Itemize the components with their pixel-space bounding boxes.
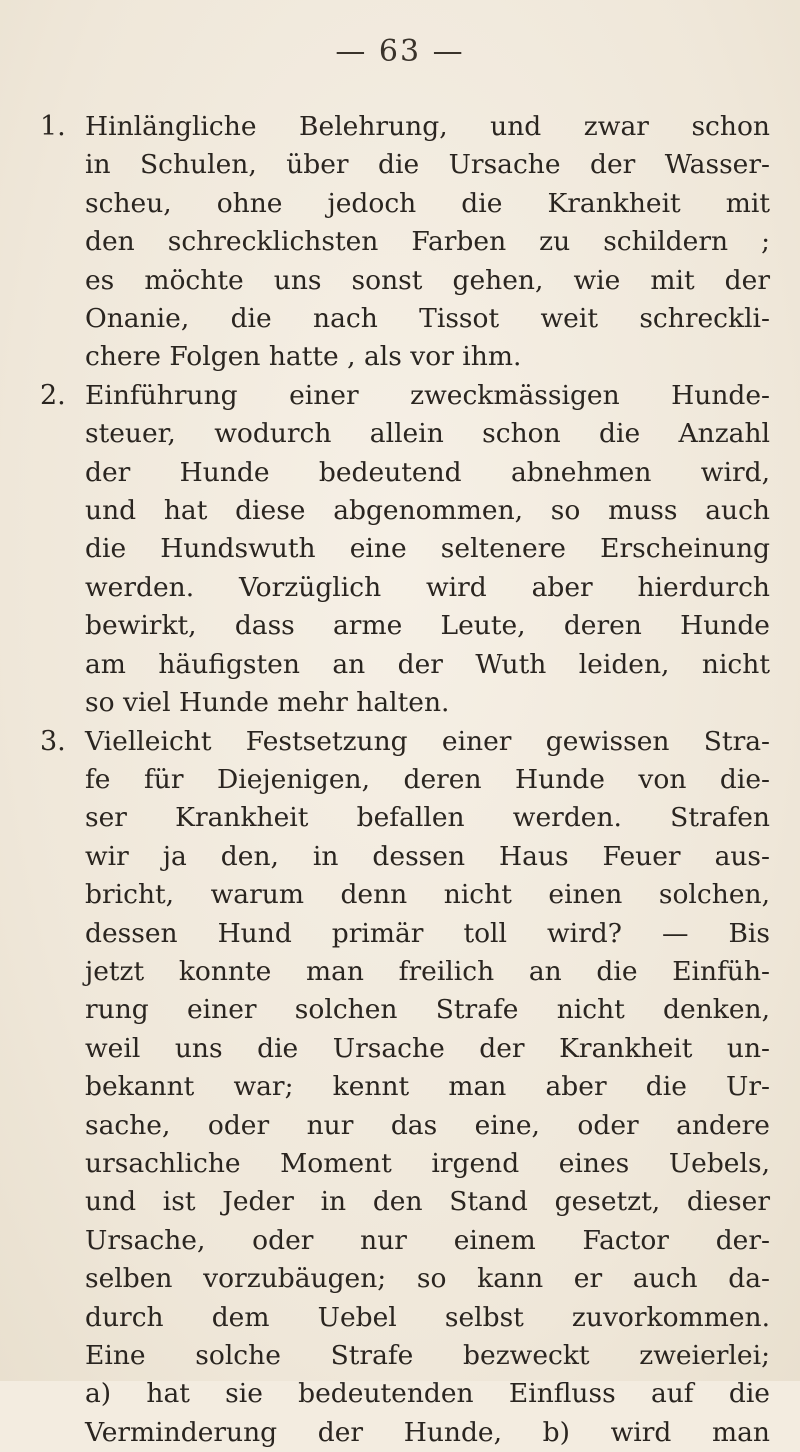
text-line: bekannt war; kennt man aber die Ur- [85, 1068, 770, 1106]
text-line: Verminderung der Hunde, b) wird man [85, 1414, 770, 1452]
numbered-list [40, 108, 770, 1452]
text-line: die Hundswuth eine seltenere Erscheinung [85, 530, 770, 568]
text-line: Vielleicht Festsetzung einer gewissen Stra- [85, 723, 770, 761]
text-line: fe für Diejenigen, deren Hunde von die- [85, 761, 770, 799]
text-line: Hinlängliche Belehrung, und zwar schon [85, 108, 770, 146]
text-line: Ursache, oder nur einem Factor der- [85, 1222, 770, 1260]
text-line: so viel Hunde mehr halten. [85, 684, 770, 722]
text-line: rung einer solchen Strafe nicht denken, [85, 991, 770, 1029]
text-line: es möchte uns sonst gehen, wie mit der [85, 262, 770, 300]
text-line: weil uns die Ursache der Krankheit un- [85, 1030, 770, 1068]
text-line: chere Folgen hatte , als vor ihm. [85, 338, 770, 376]
text-line: bricht, warum denn nicht einen solchen, [85, 876, 770, 914]
text-line: wir ja den, in dessen Haus Feuer aus- [85, 838, 770, 876]
text-line: selben vorzubäugen; so kann er auch da- [85, 1260, 770, 1298]
text-line: steuer, wodurch allein schon die Anzahl [85, 415, 770, 453]
item-number: 1. [40, 108, 66, 146]
text-line: und hat diese abgenommen, so muss auch [85, 492, 770, 530]
item-number: 2. [40, 377, 66, 415]
text-line: der Hunde bedeutend abnehmen wird, [85, 454, 770, 492]
text-line: scheu, ohne jedoch die Krankheit mit [85, 185, 770, 223]
text-line: Onanie, die nach Tissot weit schreckli- [85, 300, 770, 338]
text-line: den schrecklichsten Farben zu schildern ; [85, 223, 770, 261]
text-line: sache, oder nur das eine, oder andere [85, 1107, 770, 1145]
text-line: und ist Jeder in den Stand gesetzt, dieser [85, 1183, 770, 1221]
list-item [40, 108, 770, 377]
page-number: — 63 — [0, 34, 800, 69]
list-item [40, 377, 770, 723]
text-line: Einführung einer zweckmässigen Hunde- [85, 377, 770, 415]
text-line: durch dem Uebel selbst zuvorkommen. [85, 1299, 770, 1337]
text-line: bewirkt, dass arme Leute, deren Hunde [85, 607, 770, 645]
text-line: jetzt konnte man freilich an die Einfüh- [85, 953, 770, 991]
text-line: am häufigsten an der Wuth leiden, nicht [85, 646, 770, 684]
text-line: a) hat sie bedeutenden Einfluss auf die [85, 1375, 770, 1413]
text-line: ser Krankheit befallen werden. Strafen [85, 799, 770, 837]
list-item [40, 723, 770, 1452]
item-number: 3. [40, 723, 66, 761]
text-line: Eine solche Strafe bezweckt zweierlei; [85, 1337, 770, 1375]
text-line: werden. Vorzüglich wird aber hierdurch [85, 569, 770, 607]
text-line: dessen Hund primär toll wird? — Bis [85, 915, 770, 953]
text-line: in Schulen, über die Ursache der Wasser- [85, 146, 770, 184]
text-line: ursachliche Moment irgend eines Uebels, [85, 1145, 770, 1183]
